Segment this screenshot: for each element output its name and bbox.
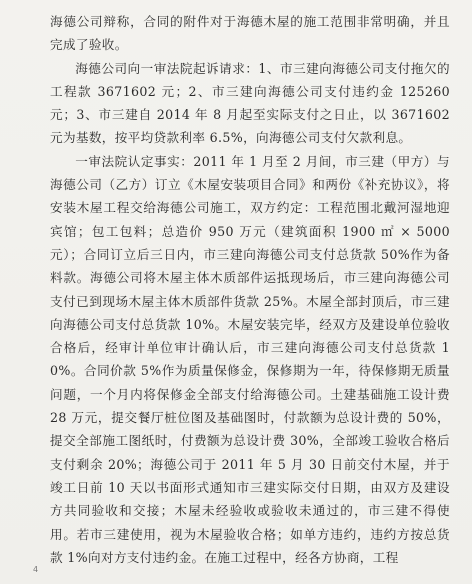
- paragraph-defense: 海德公司辩称，合同的附件对于海德木屋的施工范围非常明确，并且完成了验收。: [50, 14, 450, 53]
- page-number: 4: [33, 565, 39, 574]
- paragraph-claims: 海德公司向一审法院起诉请求：1、市三建向海德公司支付拖欠的工程款 3671602 元；2、市三建向海德公司支付违约金 125260 元；3、市三建自 2014 年 8 月起至实际支付之日止，以 3671602 元为基数，按平均贷款利率 6.5%，向海德公司支付欠款利息。: [50, 60, 450, 146]
- document-body: [50, 10, 450, 569]
- paragraph-findings: 一审法院认定事实：2011 年 1 月至 2 月间，市三建（甲方）与海德公司（乙方）订立《木屋安装项目合同》和两份《补充协议》，将安装木屋工程交给海德公司施工，双方约定：工程范围北戴河湿地迎宾馆；包工包料；总造价 950 万元（建筑面积 1900 ㎡ × 5000 元）；合同订立后三日内，市三建向海德公司支付总货款 50%作为备料款。海德公司将木屋主体木质部件运抵现场后，市三建向海德公司支付已到现场木屋主体木质部件货款 25%。木屋全部封顶后，市三建向海德公司支付总货款 10%。木屋安装完毕，经双方及建设单位验收合格后，经审计单位审计确认后，市三建向海德公司支付总货款 10%。合同价款 5%作为质量保修金，保修期为一年，待保修期无质量问题，一个月内将保修金全部支付给海德公司。土建基础施工设计费 28 万元，提交餐厅桩位图及基础图时，付款额为总设计费的 50%，提交全部施工图纸时，付费额为总设计费 30%，全部竣工验收合格后支付剩余 20%；海德公司于 2011 年 5 月 30 日前交付木屋，并于竣工日前 10 天以书面形式通知市三建实际交付日期，由双方及建设方共同验收和交接；木屋未经验收或验收未通过的，市三建不得使用。若市三建使用，视为木屋验收合格；如单方违约，违约方按总货款 1%向对方支付违约金。在施工过程中，经各方协商，工程: [50, 153, 450, 565]
